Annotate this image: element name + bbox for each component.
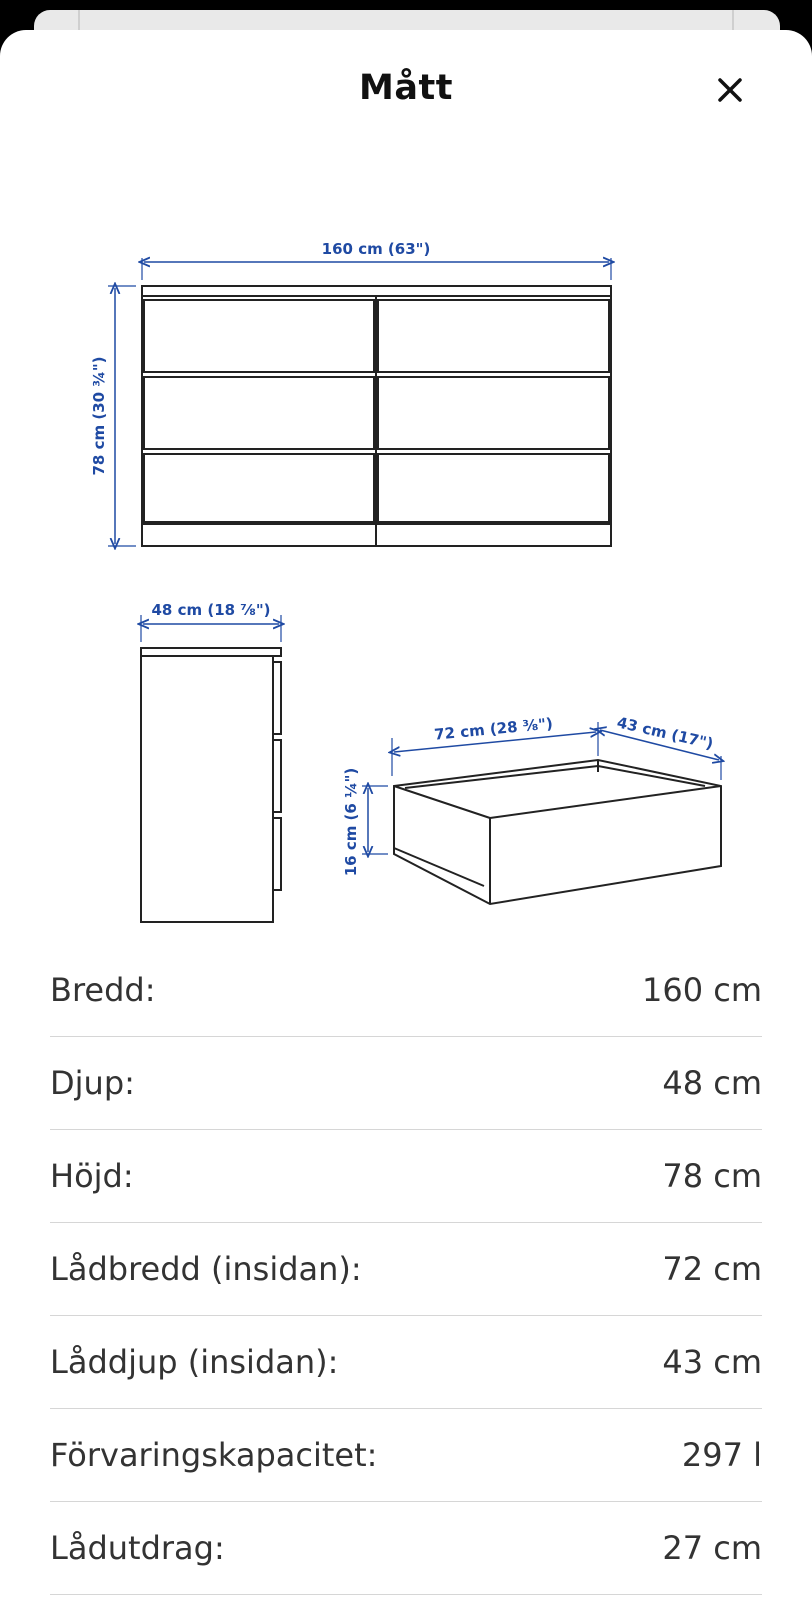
dimensions-modal <box>0 30 812 1600</box>
spec-label: Lådutdrag: <box>50 1529 225 1567</box>
spec-label: Djup: <box>50 1064 135 1102</box>
drawer-width-dimension <box>392 714 598 776</box>
spec-label: Bredd: <box>50 971 156 1009</box>
spec-row-storage-capacity <box>50 1409 762 1502</box>
front-width-dimension <box>142 240 611 280</box>
spec-value: 27 cm <box>662 1529 762 1567</box>
modal-title: Mått <box>359 68 453 108</box>
spec-value: 72 cm <box>662 1250 762 1288</box>
front-height-dimension <box>90 286 136 546</box>
front-view-drawing <box>142 286 611 546</box>
drawer-drawing <box>394 760 721 904</box>
spec-row-drawer-depth <box>50 1316 762 1409</box>
spec-list <box>50 944 762 1595</box>
spec-row-drawer-extension <box>50 1502 762 1595</box>
spec-label: Höjd: <box>50 1157 134 1195</box>
spec-label: Lådbredd (insidan): <box>50 1250 362 1288</box>
side-depth-dimension <box>141 601 281 642</box>
spec-value: 78 cm <box>662 1157 762 1195</box>
spec-label: Förvaringskapacitet: <box>50 1436 378 1474</box>
close-button[interactable] <box>710 70 750 110</box>
spec-value: 43 cm <box>662 1343 762 1381</box>
drawer-depth-label: 43 cm (17") <box>615 713 716 753</box>
spec-row-height <box>50 1130 762 1223</box>
close-icon <box>710 70 750 110</box>
side-depth-label: 48 cm (18 ⅞") <box>151 601 271 619</box>
drawer-height-dimension <box>342 768 388 877</box>
front-height-label: 78 cm (30 ¾") <box>90 356 108 476</box>
dimension-diagram <box>0 210 812 930</box>
drawer-width-label: 72 cm (28 ⅜") <box>433 714 554 744</box>
spec-label: Låddjup (insidan): <box>50 1343 339 1381</box>
front-width-label: 160 cm (63") <box>321 240 431 258</box>
side-view-drawing <box>141 648 281 922</box>
spec-row-width <box>50 944 762 1037</box>
spec-value: 297 l <box>681 1436 762 1474</box>
spec-row-drawer-width <box>50 1223 762 1316</box>
spec-value: 48 cm <box>662 1064 762 1102</box>
spec-row-depth <box>50 1037 762 1130</box>
spec-value: 160 cm <box>641 971 762 1009</box>
drawer-height-label: 16 cm (6 ¼") <box>342 767 360 877</box>
